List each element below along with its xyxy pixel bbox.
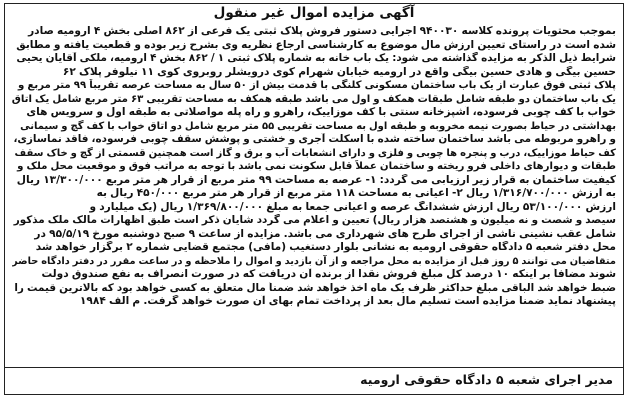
notice-signature: مدیر اجرای شعبه ۵ دادگاه حقوقی ارومیه (360, 372, 613, 387)
notice-line: خواب با کف چوبی فرسوده، آشپزخانه سنتی با کف موزاییک، راهرو و راه پله مواصلاتی به طبقه اول و سرویس های (26, 106, 616, 118)
notice-line: سیصد و شصت و نه میلیون و هشتصد هزار ریال) تعیین و اعلام می گردد شایان ذکر است طبق اظهارات مالک ملک مذکور (13, 214, 616, 226)
notice-line: شامل عقب نشینی ناشی از اجرای طرح های شهرداری می باشد. مزایده از ساعت ۹ صبح دوشنبه مورخ ۹۵/۵/۱۹ در (34, 227, 616, 240)
notice-line: یک باب ساختمان دو طبقه شامل طبقات همکف و اول می باشد طبقه همکف به مساحت تقریبی ۶۳ متر مربع شامل یک اتاق (12, 93, 616, 105)
notice-line: متقاضیان می توانند ۵ روز قبل از مزایده به محل مراجعه و از آن بازدید و اموال را ملاحظه و در ساعت مقرر در دفتر دادگاه حاضر (12, 255, 616, 267)
notice-frame (4, 3, 624, 395)
notice-body (12, 25, 616, 365)
notice-line: پیشنهاد نماید ضمناً مزایده است تسلیم مال بعد از پرداخت تمام بهای آن صورت خواهد گرفت. م الف ۱۹۸۴ (79, 295, 616, 307)
notice-line: به ارزش ۱/۳۱۶/۷۰۰/۰۰۰ ریال ۲- اعیانی به مساحت ۱۱۸ متر مربع از قرار هر متر مربع ۴۵۰/۰۰۰ ریال به (96, 187, 616, 199)
notice-line: طبقات و دیوارهای داخلی فرو ریخته و ساختمان عملاً قابل سکونت نمی باشد با توجه به مراتب فوق و موقعیت محل ملک و (17, 161, 616, 172)
notice-line: شوند مضافاً بر اینکه ۱۰ درصد کل مبلغ فروش نقداً از برنده آن دریافت که در صورت انصراف به نفع صندوق دولت (41, 268, 616, 280)
notice-line: بموجب محتویات پرونده کلاسه ۹۴۰۰۳۰ اجرایی دستور فروش پلاک ثبتی یک فرعی از ۸۶۲ اصلی بخش ۴ ارومیه صادر (28, 25, 616, 37)
footer-divider (5, 367, 623, 368)
notice-line: شرایط ذیل الذکر به مزایده گذاشته می شود: یک باب خانه به شماره پلاک ثبتی ۱ / ۸۶۲ بخش ۴ ارومیه، ملکی آقایان یحیی (16, 52, 616, 64)
notice-line: پلاک ثبتی فوق عبارت از یک باب ساختمان مسکونی کلنگی با قدمت بیش از ۵۰ سال به مساحت عرصه تقریباً ۹۹ متر مربع و (18, 80, 616, 91)
notice-title: آگهی مزایده اموال غیر منقول (213, 5, 415, 21)
notice-line: کف حیاط موزاییک، درب و پنجره ها چوبی و فلزی و دارای انشعابات آب و برق و گاز است همچنین قسمتی از گچ و خاک سقف (14, 147, 616, 159)
notice-line: و راهرو مربوطه می باشد ساختمان ساخته شده با اسکلت آجری و خشتی و پوشش سقف چوبی فرسوده، فاقد نماسازی، (13, 133, 616, 145)
notice-line: کیفیت ساختمان به قرار زیر ارزیابی می گردد: ۱- عرصه به مساحت ۹۹ متر مربع از قرار هر متر مربع ۱۳/۳۰۰/۰۰۰ ریال (16, 173, 616, 186)
notice-line: بهداشتی در حیاط بصورت نیمه مخروبه و طبقه اول به مساحت تقریبی ۵۵ متر مربع شامل دو اتاق خواب با کف گچ و سیمانی (20, 120, 616, 132)
notice-line: حسین بیگی و هادی حسین بیگی واقع در ارومیه خیابان شهرام کوی درویشلر روبروی کوی ۱۱ نیلوفر پلاک ۶۲ (62, 65, 616, 78)
notice-line: ضبط خواهد شد الباقی مبلغ حداکثر ظرف یک ماه اخذ خواهد شد ضمناً مال متعلق به کسی خواهد بود که بالاترین قیمت را (14, 281, 616, 294)
notice-line: محل دفتر شعبه ۵ دادگاه حقوقی ارومیه به نشانی بلوار دستغیب (مافی) مجتمع قضایی شماره ۲ برگزار خواهد شد (35, 241, 616, 253)
notice-line: شده است در راستای تعیین ارزش مال موضوع به کارشناسی ارجاع نظریه وی بشرح زیر بوده و قطعیت یافته و مطابق (16, 38, 616, 51)
notice-line: ارزش ۵۳/۱۰۰/۰۰۰ ریال ارزش ششدانگ عرصه و اعیانی جمعاً به مبلغ ۱/۳۶۹/۸۰۰/۰۰۰ ریال (یک میلیارد و (89, 200, 616, 213)
